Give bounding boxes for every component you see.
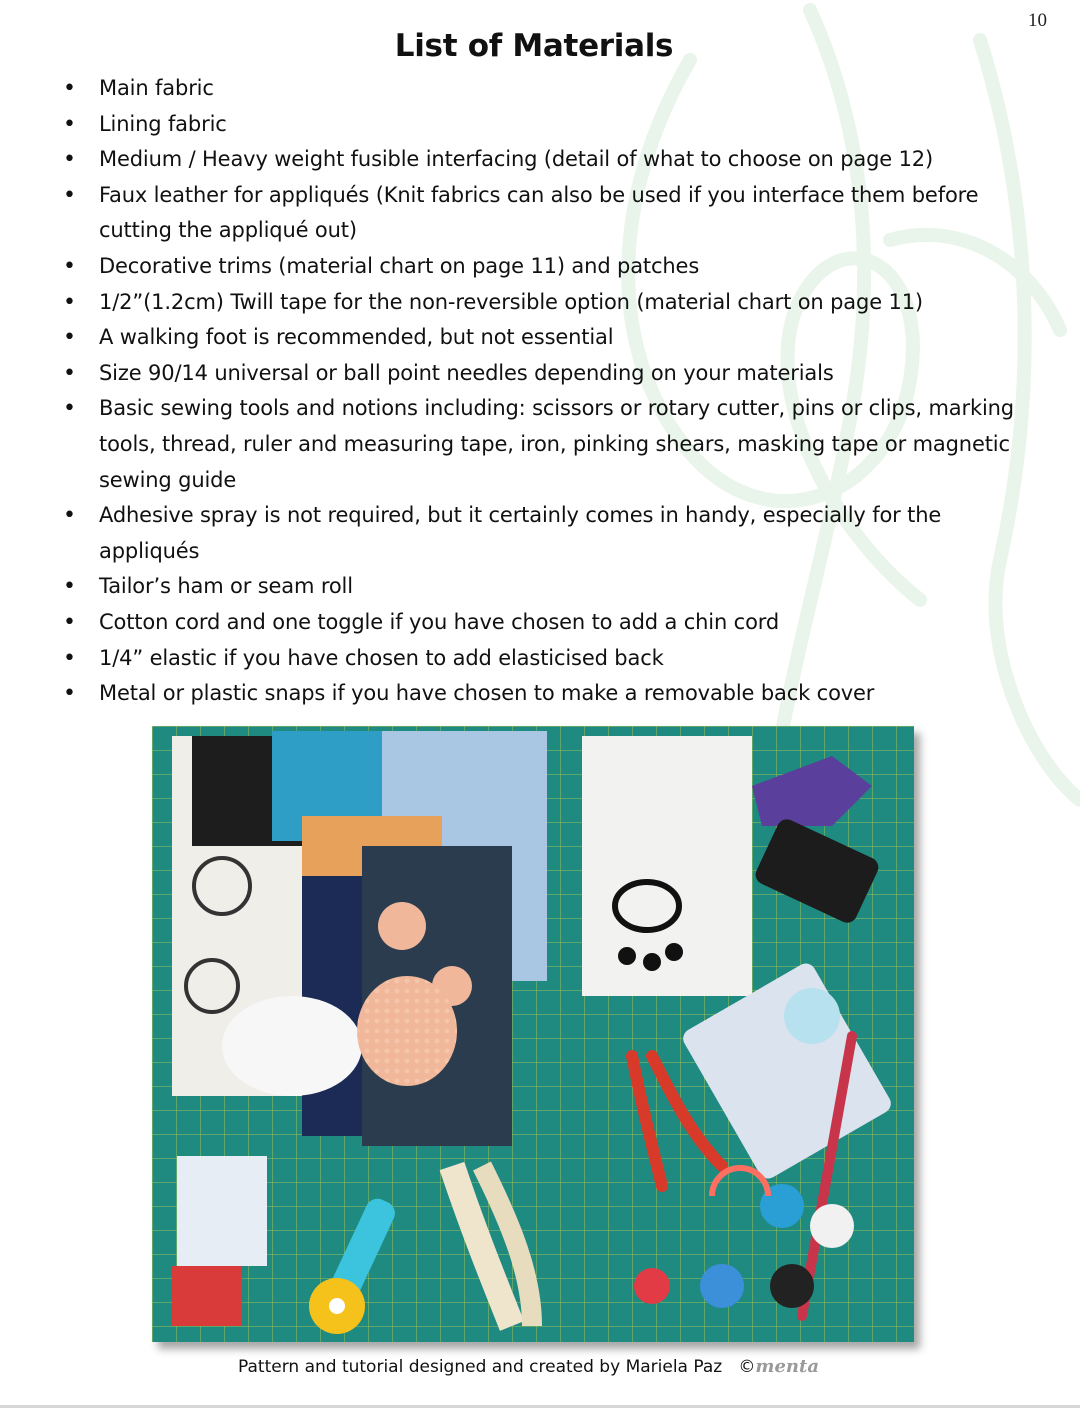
- list-item: • Metal or plastic snaps if you have chosen to make a removable back cover: [99, 676, 1019, 712]
- fabric-stack: [172, 731, 547, 1146]
- list-item: • Decorative trims (material chart on page 11) and patches: [99, 249, 1019, 285]
- page-number: 10: [1028, 10, 1047, 31]
- list-item: • Main fabric: [99, 71, 1019, 107]
- copyright-symbol: ©: [738, 1357, 756, 1377]
- materials-illustration: [152, 726, 914, 1342]
- list-item: • 1/2”(1.2cm) Twill tape for the non-reversible option (material chart on page 11): [99, 285, 1019, 321]
- list-item: • Tailor’s ham or seam roll: [99, 569, 1019, 605]
- materials-photo: [152, 726, 914, 1342]
- brand-logo: menta: [755, 1356, 819, 1377]
- page-title: List of Materials: [394, 28, 674, 64]
- list-item: • 1/4” elastic if you have chosen to add elasticised back: [99, 641, 1019, 677]
- list-item: • A walking foot is recommended, but not essential: [99, 320, 1019, 356]
- list-item: • Cotton cord and one toggle if you have chosen to add a chin cord: [99, 605, 1019, 641]
- list-item: • Faux leather for appliqués (Knit fabrics can also be used if you interface them before cutting the appliqué out): [99, 178, 1019, 249]
- materials-list: [99, 71, 1019, 712]
- list-item: • Adhesive spray is not required, but it certainly comes in handy, especially for the appliqués: [99, 498, 1019, 569]
- list-item: • Lining fabric: [99, 107, 1019, 143]
- list-item: • Size 90/14 universal or ball point needles depending on your materials: [99, 356, 1019, 392]
- footer-credit: [238, 1356, 819, 1377]
- bottom-divider: [0, 1405, 1080, 1408]
- list-item: • Basic sewing tools and notions including: scissors or rotary cutter, pins or clips, marking tools, thread, ruler and measuring tape, iron, pinking shears, masking tape or magnetic sewing guide: [99, 391, 1019, 498]
- list-item: • Medium / Heavy weight fusible interfacing (detail of what to choose on page 12): [99, 142, 1019, 178]
- footer-text: Pattern and tutorial designed and created by Mariela Paz: [238, 1357, 723, 1377]
